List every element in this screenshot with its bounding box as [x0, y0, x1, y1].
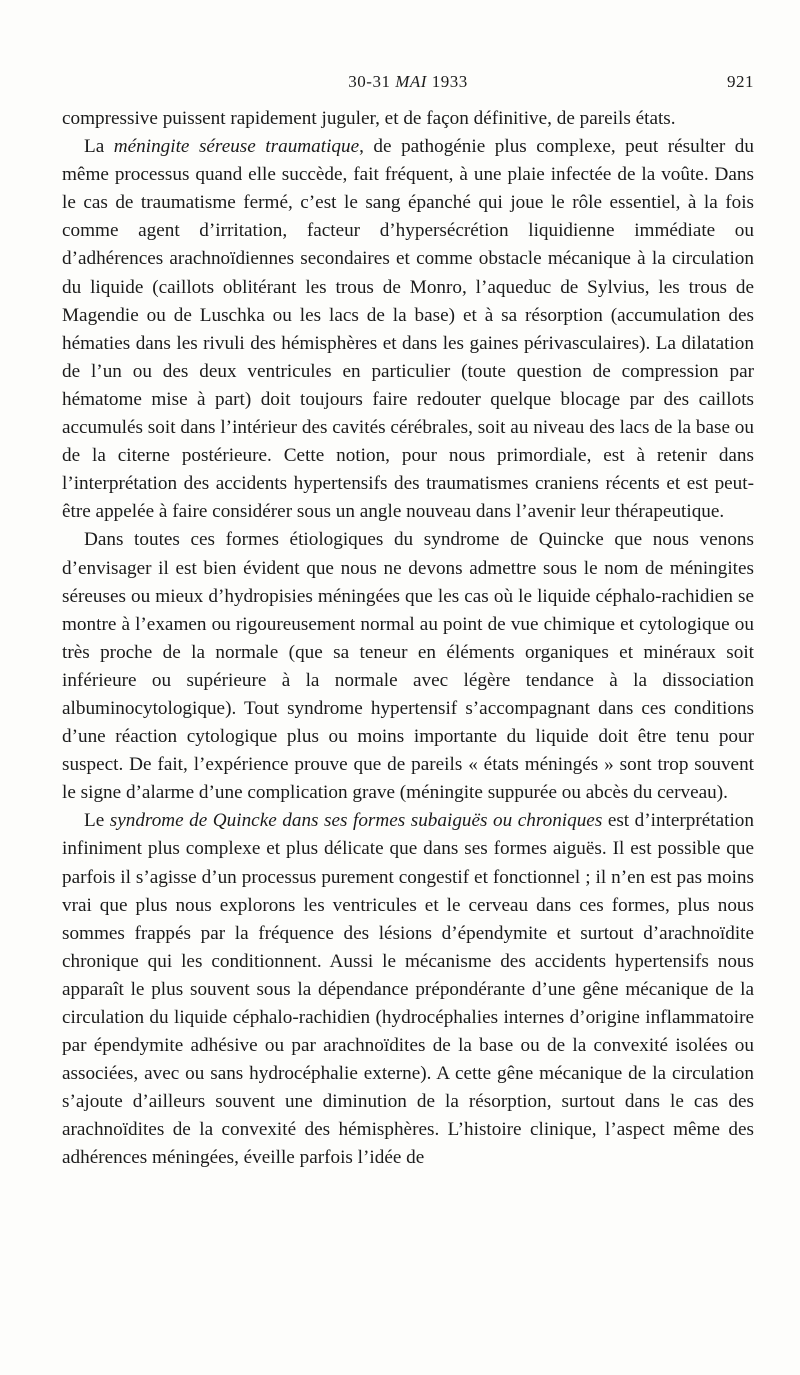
text-run: est d’interprétation infiniment plus complexe et plus délicate que dans ses formes aiguës. Il est possible que parfois il s’agisse d’un processus purement congestif et fonctionnel ; il n’en est pas moins vrai que plus nous explorons les ventricules et le cerveau dans ces formes, plus nous sommes frappés par la fréquence des lésions d’épendymite et surtout d’arachnoïdite chronique qui les conditionnent. Aussi le mécanisme des accidents hypertensifs nous apparaît le plus souvent sous la dépendance prépondérante d’une gêne mécanique de la circulation du liquide céphalo-rachidien (hydrocéphalies internes d’origine inflammatoire par épendymite adhésive ou par arachnoïdites de la base ou de la convexité isolées ou associées, avec ou sans hydrocéphalie externe). A cette gêne mécanique de la circulation s’ajoute d’ailleurs souvent une diminution de la résorption, surtout dans le cas des arachnoïdites de la convexité des hémisphères. L’histoire clinique, l’aspect même des adhérences méningées, éveille parfois l’idée de	[62, 810, 754, 1169]
page-number: 921	[727, 72, 754, 91]
paragraph-formes-subaigues-chroniques	[62, 807, 754, 1172]
paragraph-meningite-sereuse-traumatique	[62, 133, 754, 526]
text-run: Le	[84, 810, 110, 832]
italic-term: syndrome de Quincke dans ses formes subaiguës ou chroniques	[109, 810, 603, 832]
article-body	[62, 105, 754, 1173]
italic-term: méningite séreuse traumatique	[113, 136, 360, 158]
text-run: La	[84, 136, 114, 158]
issue-date	[62, 72, 754, 92]
issue-date-month: MAI	[395, 72, 427, 91]
text-run: compressive puissent rapidement juguler, et de façon définitive, de pareils états.	[62, 108, 676, 129]
text-run: Dans toutes ces formes étiologiques du syndrome de Quincke que nous venons d’envisager il est bien évident que nous ne devons admettre sous le nom de méningites séreuses ou mieux d’hydropisies méningées que les cas où le liquide céphalo-rachidien se montre à l’examen ou rigoureusement normal au point de vue chimique et cytologique ou très proche de la normale (que sa teneur en éléments organiques et minéraux soit inférieure ou supérieure à la normale avec légère tendance à la dissociation albuminocytologique). Tout syndrome hypertensif s’accompagnant dans ces conditions d’une réaction cytologique plus ou moins importante du liquide doit être tenu pour suspect. De fait, l’expérience prouve que de pareils « états méningés » sont trop souvent le signe d’alarme d’une complication grave (méningite suppurée ou abcès du cerveau).	[62, 529, 754, 804]
paragraph-continuation	[62, 105, 754, 133]
issue-date-year: 1933	[431, 72, 468, 91]
running-header	[62, 72, 754, 96]
paragraph-formes-etiologiques	[62, 526, 754, 807]
text-run: , de pathogénie plus complexe, peut résulter du même processus quand elle succède, fait fréquent, à une plaie infectée de la voûte. Dans le cas de traumatisme fermé, c’est le sang épanché qui joue le rôle essentiel, à la fois comme agent d’irritation, facteur d’hypersécrétion liquidienne immédiate ou d’adhérences arachnoïdiennes secondaires et comme obstacle mécanique à la circulation du liquide (caillots oblitérant les trous de Monro, l’aqueduc de Sylvius, les trous de Magendie ou de Luschka ou les lacs de la base) et à sa résorption (accumulation des hématies dans les rivuli des hémisphères et dans les gaines périvasculaires). La dilatation de l’un ou des deux ventricules en particulier (toute question de compression par hématome mise à part) doit toujours faire redouter quelque blocage par des caillots accumulés soit dans l’intérieur des cavités cérébrales, soit au niveau des lacs de la base ou de la citerne postérieure. Cette notion, pour nous primordiale, est à retenir dans l’interprétation des accidents hypertensifs des traumatismes craniens récents et est peut-être appelée à faire considérer sous un angle nouveau dans l’avenir leur thérapeutique.	[62, 136, 754, 523]
issue-date-days: 30-31	[348, 72, 391, 91]
